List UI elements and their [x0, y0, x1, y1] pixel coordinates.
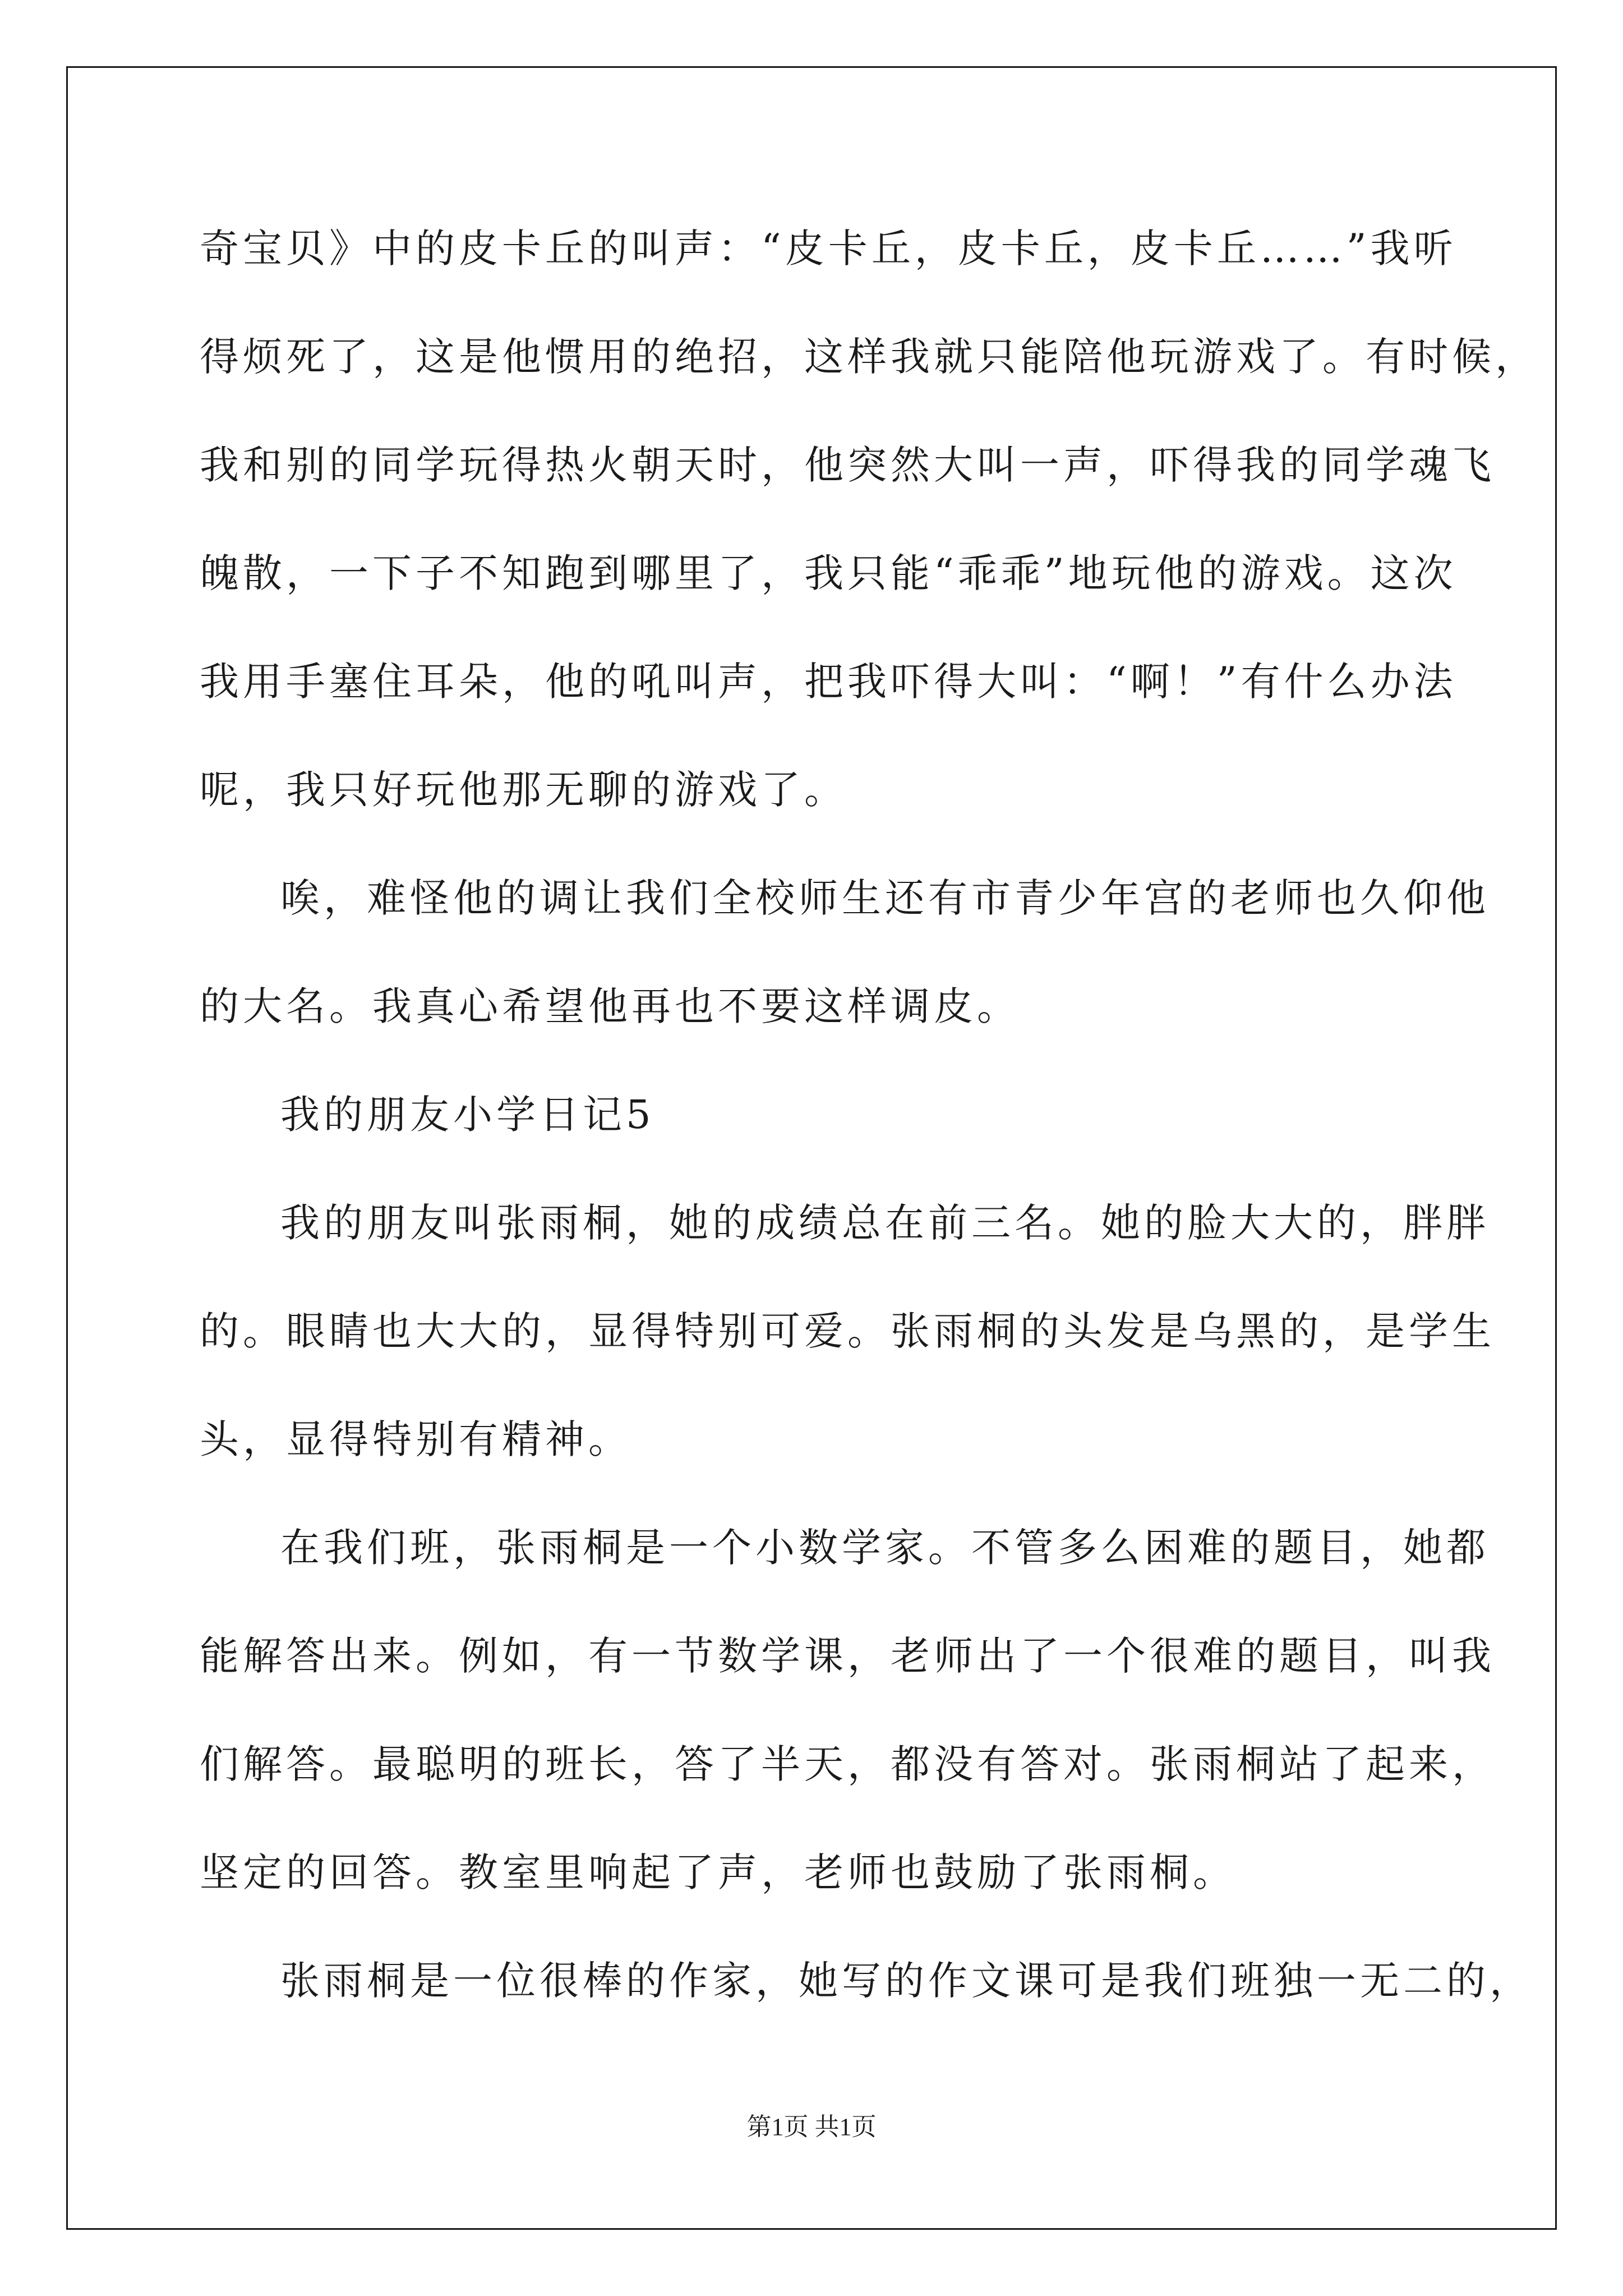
- body-line-14: 能解答出来。例如，有一节数学课，老师出了一个很难的题目，叫我: [200, 1633, 1495, 1679]
- body-line-2: 得烦死了，这是他惯用的绝招，这样我就只能陪他玩游戏了。有时候，: [200, 334, 1538, 380]
- body-line-6: 呢，我只好玩他那无聊的游戏了。: [200, 767, 847, 813]
- body-line-15: 们解答。最聪明的班长，答了半天，都没有答对。张雨桐站了起来，: [200, 1741, 1495, 1787]
- body-line-13: 在我们班，张雨桐是一个小数学家。不管多么困难的题目，她都: [280, 1525, 1490, 1571]
- body-line-16: 坚定的回答。教室里响起了声，老师也鼓励了张雨桐。: [200, 1849, 1236, 1895]
- body-line-4: 魄散，一下子不知跑到哪里了，我只能“乖乖”地玩他的游戏。这次: [200, 550, 1457, 596]
- body-line-5: 我用手塞住耳朵，他的吼叫声，把我吓得大叫：“啊！”有什么办法: [200, 659, 1457, 705]
- body-line-3: 我和别的同学玩得热火朝天时，他突然大叫一声，吓得我的同学魂飞: [200, 442, 1495, 488]
- body-line-7: 唉，难怪他的调让我们全校师生还有市青少年宫的老师也久仰他: [280, 875, 1490, 921]
- body-line-1: 奇宝贝》中的皮卡丘的叫声：“皮卡丘，皮卡丘，皮卡丘……”我听: [200, 226, 1457, 272]
- body-line-10: 我的朋友叫张雨桐，她的成绩总在前三名。她的脸大大的，胖胖: [280, 1200, 1490, 1246]
- body-line-17: 张雨桐是一位很棒的作家，她写的作文课可是我们班独一无二的，: [280, 1958, 1533, 2004]
- page-frame: [66, 66, 1557, 2230]
- body-line-11: 的。眼睛也大大的，显得特别可爱。张雨桐的头发是乌黑的，是学生: [200, 1308, 1495, 1354]
- body-line-12: 头，显得特别有精神。: [200, 1416, 631, 1462]
- section-heading: 我的朋友小学日记5: [280, 1092, 655, 1138]
- body-line-8: 的大名。我真心希望他再也不要这样调皮。: [200, 983, 1020, 1029]
- page-footer: 第1页 共1页: [746, 2113, 877, 2141]
